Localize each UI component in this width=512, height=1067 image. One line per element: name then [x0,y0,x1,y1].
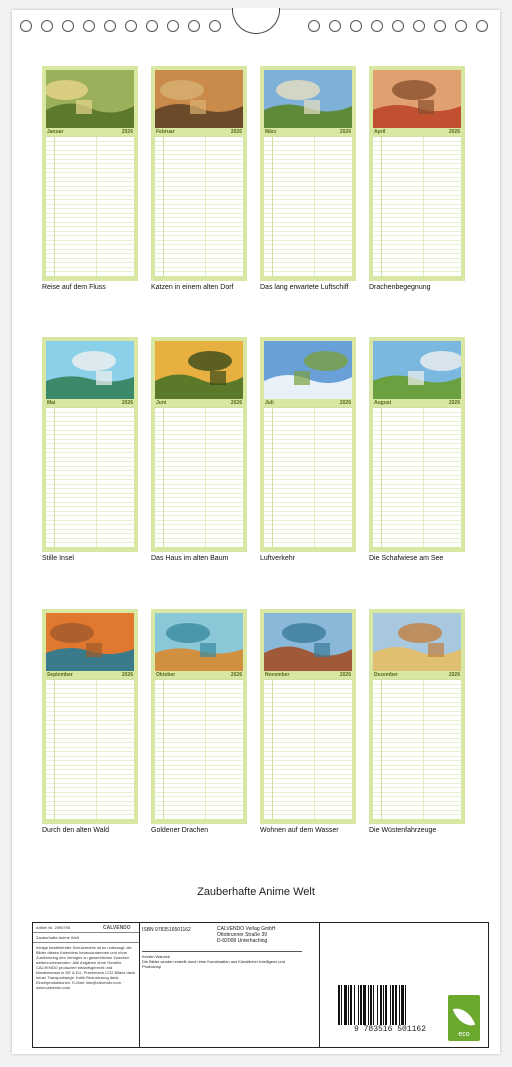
month-year: 2026 [230,672,242,678]
month-name: September [47,672,73,678]
month-photo [46,70,134,128]
month-name: Juni [156,400,167,406]
month-name: Mai [47,400,56,406]
column-divider [205,680,206,819]
month-header [264,128,352,136]
publisher-city: D-82008 Unterhaching [217,938,268,944]
day-number-column [373,680,382,819]
day-grid [46,679,134,819]
month-year: 2026 [121,129,133,135]
month-illustration [373,613,461,671]
month-year: 2026 [121,400,133,406]
day-grid [155,136,243,276]
month-caption: Katzen in einem alten Dorf [151,284,234,291]
month-card [260,609,356,824]
binding-hole [209,20,221,32]
month-header [155,671,243,679]
day-number-column [155,137,164,276]
barcode-number: 9 783516 501162 [353,1025,426,1034]
binding-hole [188,20,200,32]
product-name: Zauberhafte Anime Welt [33,933,139,943]
month-header [46,671,134,679]
info-product-column [33,923,140,1047]
day-number-column [46,137,55,276]
subject [200,643,216,657]
publisher-name: CALVENDO Verlag GmbH [217,926,276,932]
month-photo [373,341,461,399]
article-number: 2090795 [54,925,71,930]
month-9 [42,609,138,834]
subject [76,100,92,114]
author-note: Die Bilder wurden erstellt durch eine Kombination aus Künstlicher Intelligenz und Photoshop [142,959,285,969]
month-caption: Das lang erwartete Luftschiff [260,284,349,291]
binding-hole [455,20,467,32]
cloud [276,80,320,100]
publisher-street: Ottobrunner Straße 39 [217,932,268,938]
month-year: 2026 [339,129,351,135]
binding-hole [146,20,158,32]
cloud [304,351,348,371]
binding-hole [20,20,32,32]
month-card [42,609,138,824]
month-photo [155,70,243,128]
binding-hole [350,20,362,32]
month-12 [369,609,465,834]
month-header [373,128,461,136]
binding-hole [371,20,383,32]
month-illustration [373,341,461,399]
month-photo [373,70,461,128]
month-year: 2026 [230,400,242,406]
month-caption: Goldener Drachen [151,827,209,834]
calendar-title: Zauberhafte Anime Welt [197,886,315,898]
month-4 [369,66,465,291]
eco-label: eco [458,1031,470,1038]
column-divider [423,680,424,819]
month-year: 2026 [448,400,460,406]
article-label: Artikel Nr. [36,925,54,930]
month-11 [260,609,356,834]
month-card [369,609,465,824]
month-caption: Die Schafwiese am See [369,555,444,562]
month-name: November [265,672,290,678]
month-header [155,399,243,407]
month-card [369,337,465,552]
day-number-column [155,680,164,819]
subject [304,100,320,114]
cloud [392,80,436,100]
month-illustration [264,70,352,128]
subject [314,643,330,657]
month-header [46,399,134,407]
month-name: April [374,129,386,135]
month-card [151,609,247,824]
binding-hole [62,20,74,32]
day-number-column [155,408,164,547]
binding-hole [413,20,425,32]
month-illustration [373,70,461,128]
column-divider [314,680,315,819]
publisher-address [217,926,276,944]
cloud [398,623,442,643]
binding-hole [104,20,116,32]
month-name: Januar [47,129,64,135]
cloud [50,623,94,643]
binding-hole [434,20,446,32]
cloud [188,351,232,371]
month-illustration [264,341,352,399]
month-header [264,671,352,679]
calendar-sheet [12,10,500,1054]
day-grid [155,679,243,819]
month-name: Dezember [374,672,398,678]
rights-text: Infolge bestehender Schutzrechte ist es untersagt, die Bilder dieses Kalenders herauszutrennen und ohne Zustimmung des Verlages zu gewerblichen Zwecken weiterzuverwenden. Alle Angaben ohne Gewähr. CALVENDO produziert bedarfsgerecht und klimabewusst in DE & EU. Preshmann CO2 Bilanz dank neuer Transportwege. Kalib Reduzierung dank Einzelproduktionen. E-Mail: info@calvendo.com · www.calvendo.com [36,945,136,990]
day-number-column [373,408,382,547]
cloud [160,80,204,100]
subject [190,100,206,114]
info-publisher-column [140,923,320,1047]
barcode-bars [338,985,442,1025]
author-block [142,951,302,969]
day-grid [155,407,243,547]
month-year: 2026 [339,400,351,406]
day-number-column [373,137,382,276]
binding-hole [167,20,179,32]
month-card [369,66,465,281]
month-year: 2026 [121,672,133,678]
day-number-column [46,680,55,819]
month-name: Juli [265,400,274,406]
month-year: 2026 [339,672,351,678]
info-panel [32,922,489,1048]
month-card [42,66,138,281]
month-6 [151,337,247,562]
cloud [72,351,116,371]
binding-hole [329,20,341,32]
column-divider [423,408,424,547]
month-photo [264,70,352,128]
column-divider [205,408,206,547]
month-photo [264,341,352,399]
month-illustration [155,70,243,128]
day-number-column [46,408,55,547]
month-caption: Die Wüstenfahrzeuge [369,827,437,834]
cloud [166,623,210,643]
month-illustration [46,613,134,671]
month-photo [155,613,243,671]
month-year: 2026 [448,672,460,678]
subject [418,100,434,114]
day-grid [264,407,352,547]
month-caption: Drachenbegegnung [369,284,431,291]
month-5 [42,337,138,562]
month-header [264,399,352,407]
month-caption: Reise auf dem Fluss [42,284,106,291]
month-name: August [374,400,392,406]
leaf-icon [453,1004,476,1030]
cloud [282,623,326,643]
subject [408,371,424,385]
month-header [46,128,134,136]
month-10 [151,609,247,834]
subject [294,371,310,385]
column-divider [314,137,315,276]
month-card [42,337,138,552]
subject [210,371,226,385]
day-grid [264,679,352,819]
column-divider [423,137,424,276]
month-name: Oktober [156,672,176,678]
column-divider [314,408,315,547]
day-number-column [264,680,273,819]
month-2 [151,66,247,291]
day-grid [46,407,134,547]
binding-hole [476,20,488,32]
day-number-column [264,408,273,547]
month-caption: Wohnen auf dem Wasser [260,827,339,834]
day-number-column [264,137,273,276]
month-photo [155,341,243,399]
subject [96,371,112,385]
month-card [260,66,356,281]
month-3 [260,66,356,291]
month-photo [46,341,134,399]
binding-hole [83,20,95,32]
author-name: Kerstin Waurick [142,954,170,959]
binding-hole [308,20,320,32]
binding-hole [125,20,137,32]
binding-hole [41,20,53,32]
month-illustration [155,341,243,399]
column-divider [205,137,206,276]
month-header [373,671,461,679]
month-photo [46,613,134,671]
month-header [155,128,243,136]
subject [428,643,444,657]
month-illustration [264,613,352,671]
month-illustration [46,70,134,128]
day-grid [46,136,134,276]
column-divider [96,408,97,547]
month-year: 2026 [230,129,242,135]
day-grid [373,407,461,547]
month-caption: Durch den alten Wald [42,827,110,834]
month-name: Februar [156,129,175,135]
month-caption: Das Haus im alten Baum [151,555,229,562]
month-header [373,399,461,407]
eco-badge [448,995,480,1041]
month-card [260,337,356,552]
binding-hole [392,20,404,32]
isbn: ISBN 9783516501162 [142,927,191,933]
month-card [151,337,247,552]
month-name: März [265,129,277,135]
column-divider [96,137,97,276]
day-grid [373,679,461,819]
month-year: 2026 [448,129,460,135]
column-divider [96,680,97,819]
month-photo [264,613,352,671]
barcode [338,985,442,1033]
day-grid [264,136,352,276]
month-caption: Stille Insel [42,555,74,562]
subject [86,643,102,657]
month-7 [260,337,356,562]
month-photo [373,613,461,671]
cloud [46,80,88,100]
barcode-bar [406,985,408,1025]
day-grid [373,136,461,276]
month-8 [369,337,465,562]
month-illustration [155,613,243,671]
calvendo-logo: CALVENDO [103,925,131,931]
month-illustration [46,341,134,399]
month-1 [42,66,138,291]
month-caption: Luftverkehr [260,555,296,562]
month-card [151,66,247,281]
